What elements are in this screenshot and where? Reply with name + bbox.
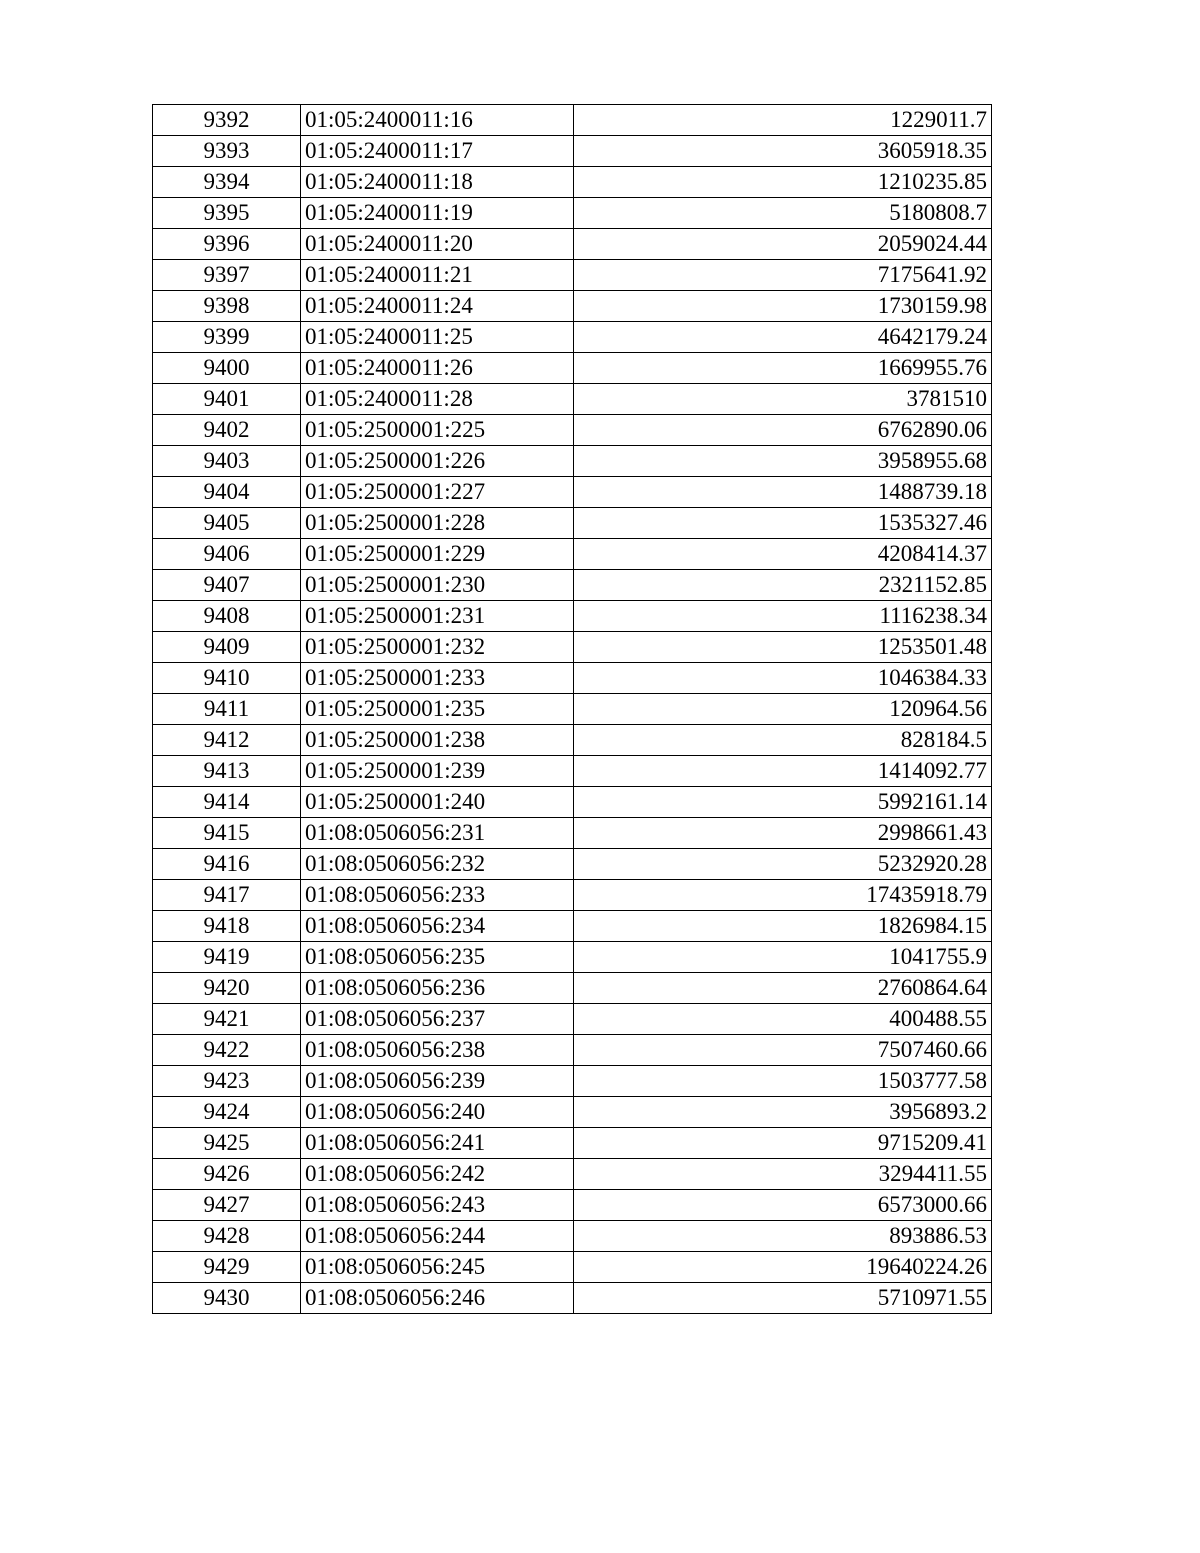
amount-cell: 2059024.44	[574, 229, 992, 260]
cadastral-code-cell: 01:05:2400011:17	[301, 136, 574, 167]
row-number-cell: 9416	[153, 849, 301, 880]
row-number-cell: 9395	[153, 198, 301, 229]
row-number-cell: 9405	[153, 508, 301, 539]
cadastral-code-cell: 01:05:2500001:235	[301, 694, 574, 725]
row-number-cell: 9413	[153, 756, 301, 787]
cadastral-code-cell: 01:05:2400011:25	[301, 322, 574, 353]
amount-cell: 1488739.18	[574, 477, 992, 508]
table-row	[153, 570, 992, 601]
row-number-cell: 9411	[153, 694, 301, 725]
cadastral-code-cell: 01:05:2400011:26	[301, 353, 574, 384]
amount-cell: 2760864.64	[574, 973, 992, 1004]
row-number-cell: 9428	[153, 1221, 301, 1252]
table-row	[153, 663, 992, 694]
amount-cell: 1253501.48	[574, 632, 992, 663]
table-row	[153, 539, 992, 570]
amount-cell: 6573000.66	[574, 1190, 992, 1221]
cadastral-code-cell: 01:05:2400011:28	[301, 384, 574, 415]
row-number-cell: 9402	[153, 415, 301, 446]
table-body	[153, 105, 992, 1314]
row-number-cell: 9392	[153, 105, 301, 136]
cadastral-code-cell: 01:08:0506056:233	[301, 880, 574, 911]
cadastral-code-cell: 01:05:2400011:16	[301, 105, 574, 136]
table-row	[153, 942, 992, 973]
row-number-cell: 9430	[153, 1283, 301, 1314]
amount-cell: 1826984.15	[574, 911, 992, 942]
row-number-cell: 9393	[153, 136, 301, 167]
table-row	[153, 198, 992, 229]
cadastral-code-cell: 01:08:0506056:238	[301, 1035, 574, 1066]
cadastral-code-cell: 01:08:0506056:231	[301, 818, 574, 849]
amount-cell: 828184.5	[574, 725, 992, 756]
amount-cell: 19640224.26	[574, 1252, 992, 1283]
table-row	[153, 1283, 992, 1314]
amount-cell: 1503777.58	[574, 1066, 992, 1097]
table-row	[153, 477, 992, 508]
cadastral-code-cell: 01:05:2400011:24	[301, 291, 574, 322]
cadastral-code-cell: 01:08:0506056:232	[301, 849, 574, 880]
cadastral-code-cell: 01:08:0506056:236	[301, 973, 574, 1004]
row-number-cell: 9414	[153, 787, 301, 818]
amount-cell: 1535327.46	[574, 508, 992, 539]
amount-cell: 4642179.24	[574, 322, 992, 353]
table-row	[153, 415, 992, 446]
row-number-cell: 9396	[153, 229, 301, 260]
table-row	[153, 136, 992, 167]
row-number-cell: 9401	[153, 384, 301, 415]
row-number-cell: 9408	[153, 601, 301, 632]
cadastral-code-cell: 01:05:2500001:228	[301, 508, 574, 539]
amount-cell: 400488.55	[574, 1004, 992, 1035]
amount-cell: 6762890.06	[574, 415, 992, 446]
amount-cell: 1116238.34	[574, 601, 992, 632]
row-number-cell: 9410	[153, 663, 301, 694]
amount-cell: 5232920.28	[574, 849, 992, 880]
table-row	[153, 229, 992, 260]
table-row	[153, 818, 992, 849]
table-row	[153, 508, 992, 539]
table-row	[153, 694, 992, 725]
row-number-cell: 9400	[153, 353, 301, 384]
table-row	[153, 1004, 992, 1035]
cadastral-code-cell: 01:08:0506056:239	[301, 1066, 574, 1097]
row-number-cell: 9394	[153, 167, 301, 198]
cadastral-code-cell: 01:05:2500001:233	[301, 663, 574, 694]
table-row	[153, 632, 992, 663]
amount-cell: 893886.53	[574, 1221, 992, 1252]
table-row	[153, 1128, 992, 1159]
table-row	[153, 446, 992, 477]
amount-cell: 3605918.35	[574, 136, 992, 167]
amount-cell: 3956893.2	[574, 1097, 992, 1128]
row-number-cell: 9409	[153, 632, 301, 663]
row-number-cell: 9424	[153, 1097, 301, 1128]
table-row	[153, 167, 992, 198]
amount-cell: 2321152.85	[574, 570, 992, 601]
row-number-cell: 9398	[153, 291, 301, 322]
amount-cell: 3781510	[574, 384, 992, 415]
table-row	[153, 849, 992, 880]
cadastral-code-cell: 01:05:2500001:239	[301, 756, 574, 787]
cadastral-code-cell: 01:05:2400011:21	[301, 260, 574, 291]
row-number-cell: 9417	[153, 880, 301, 911]
table-row	[153, 260, 992, 291]
table-row	[153, 1159, 992, 1190]
amount-cell: 5710971.55	[574, 1283, 992, 1314]
amount-cell: 1046384.33	[574, 663, 992, 694]
amount-cell: 1210235.85	[574, 167, 992, 198]
cadastral-code-cell: 01:05:2500001:227	[301, 477, 574, 508]
cadastral-code-cell: 01:08:0506056:235	[301, 942, 574, 973]
cadastral-code-cell: 01:05:2500001:229	[301, 539, 574, 570]
amount-cell: 3294411.55	[574, 1159, 992, 1190]
amount-cell: 4208414.37	[574, 539, 992, 570]
table-row	[153, 384, 992, 415]
table-row	[153, 1066, 992, 1097]
table-row	[153, 756, 992, 787]
row-number-cell: 9426	[153, 1159, 301, 1190]
cadastral-code-cell: 01:08:0506056:246	[301, 1283, 574, 1314]
cadastral-code-cell: 01:05:2500001:230	[301, 570, 574, 601]
cadastral-code-cell: 01:08:0506056:234	[301, 911, 574, 942]
row-number-cell: 9407	[153, 570, 301, 601]
table-row	[153, 973, 992, 1004]
cadastral-code-cell: 01:05:2500001:231	[301, 601, 574, 632]
amount-cell: 1229011.7	[574, 105, 992, 136]
amount-cell: 2998661.43	[574, 818, 992, 849]
row-number-cell: 9423	[153, 1066, 301, 1097]
table-row	[153, 1035, 992, 1066]
row-number-cell: 9421	[153, 1004, 301, 1035]
amount-cell: 3958955.68	[574, 446, 992, 477]
row-number-cell: 9406	[153, 539, 301, 570]
table-row	[153, 322, 992, 353]
amount-cell: 17435918.79	[574, 880, 992, 911]
cadastral-code-cell: 01:08:0506056:237	[301, 1004, 574, 1035]
row-number-cell: 9427	[153, 1190, 301, 1221]
table-row	[153, 880, 992, 911]
cadastral-code-cell: 01:08:0506056:241	[301, 1128, 574, 1159]
table-row	[153, 601, 992, 632]
amount-cell: 1414092.77	[574, 756, 992, 787]
cadastral-code-cell: 01:05:2500001:226	[301, 446, 574, 477]
table-row	[153, 911, 992, 942]
cadastral-code-cell: 01:05:2400011:18	[301, 167, 574, 198]
amount-cell: 7175641.92	[574, 260, 992, 291]
table-row	[153, 725, 992, 756]
cadastral-code-cell: 01:08:0506056:245	[301, 1252, 574, 1283]
cadastral-code-cell: 01:08:0506056:244	[301, 1221, 574, 1252]
cadastral-code-cell: 01:08:0506056:242	[301, 1159, 574, 1190]
table-row	[153, 291, 992, 322]
amount-cell: 9715209.41	[574, 1128, 992, 1159]
cadastral-code-cell: 01:05:2400011:20	[301, 229, 574, 260]
table-row	[153, 353, 992, 384]
row-number-cell: 9419	[153, 942, 301, 973]
cadastral-code-cell: 01:08:0506056:240	[301, 1097, 574, 1128]
amount-cell: 1730159.98	[574, 291, 992, 322]
table-row	[153, 1252, 992, 1283]
amount-cell: 5180808.7	[574, 198, 992, 229]
amount-cell: 5992161.14	[574, 787, 992, 818]
cadastral-code-cell: 01:08:0506056:243	[301, 1190, 574, 1221]
row-number-cell: 9420	[153, 973, 301, 1004]
row-number-cell: 9397	[153, 260, 301, 291]
row-number-cell: 9425	[153, 1128, 301, 1159]
table-row	[153, 1190, 992, 1221]
row-number-cell: 9412	[153, 725, 301, 756]
table-row	[153, 105, 992, 136]
row-number-cell: 9404	[153, 477, 301, 508]
row-number-cell: 9399	[153, 322, 301, 353]
row-number-cell: 9415	[153, 818, 301, 849]
data-table	[152, 104, 992, 1314]
table-row	[153, 1221, 992, 1252]
cadastral-code-cell: 01:05:2500001:225	[301, 415, 574, 446]
amount-cell: 7507460.66	[574, 1035, 992, 1066]
row-number-cell: 9418	[153, 911, 301, 942]
amount-cell: 1041755.9	[574, 942, 992, 973]
cadastral-code-cell: 01:05:2500001:238	[301, 725, 574, 756]
row-number-cell: 9429	[153, 1252, 301, 1283]
amount-cell: 120964.56	[574, 694, 992, 725]
table-row	[153, 787, 992, 818]
cadastral-code-cell: 01:05:2500001:240	[301, 787, 574, 818]
cadastral-code-cell: 01:05:2400011:19	[301, 198, 574, 229]
row-number-cell: 9422	[153, 1035, 301, 1066]
table-row	[153, 1097, 992, 1128]
cadastral-code-cell: 01:05:2500001:232	[301, 632, 574, 663]
row-number-cell: 9403	[153, 446, 301, 477]
amount-cell: 1669955.76	[574, 353, 992, 384]
